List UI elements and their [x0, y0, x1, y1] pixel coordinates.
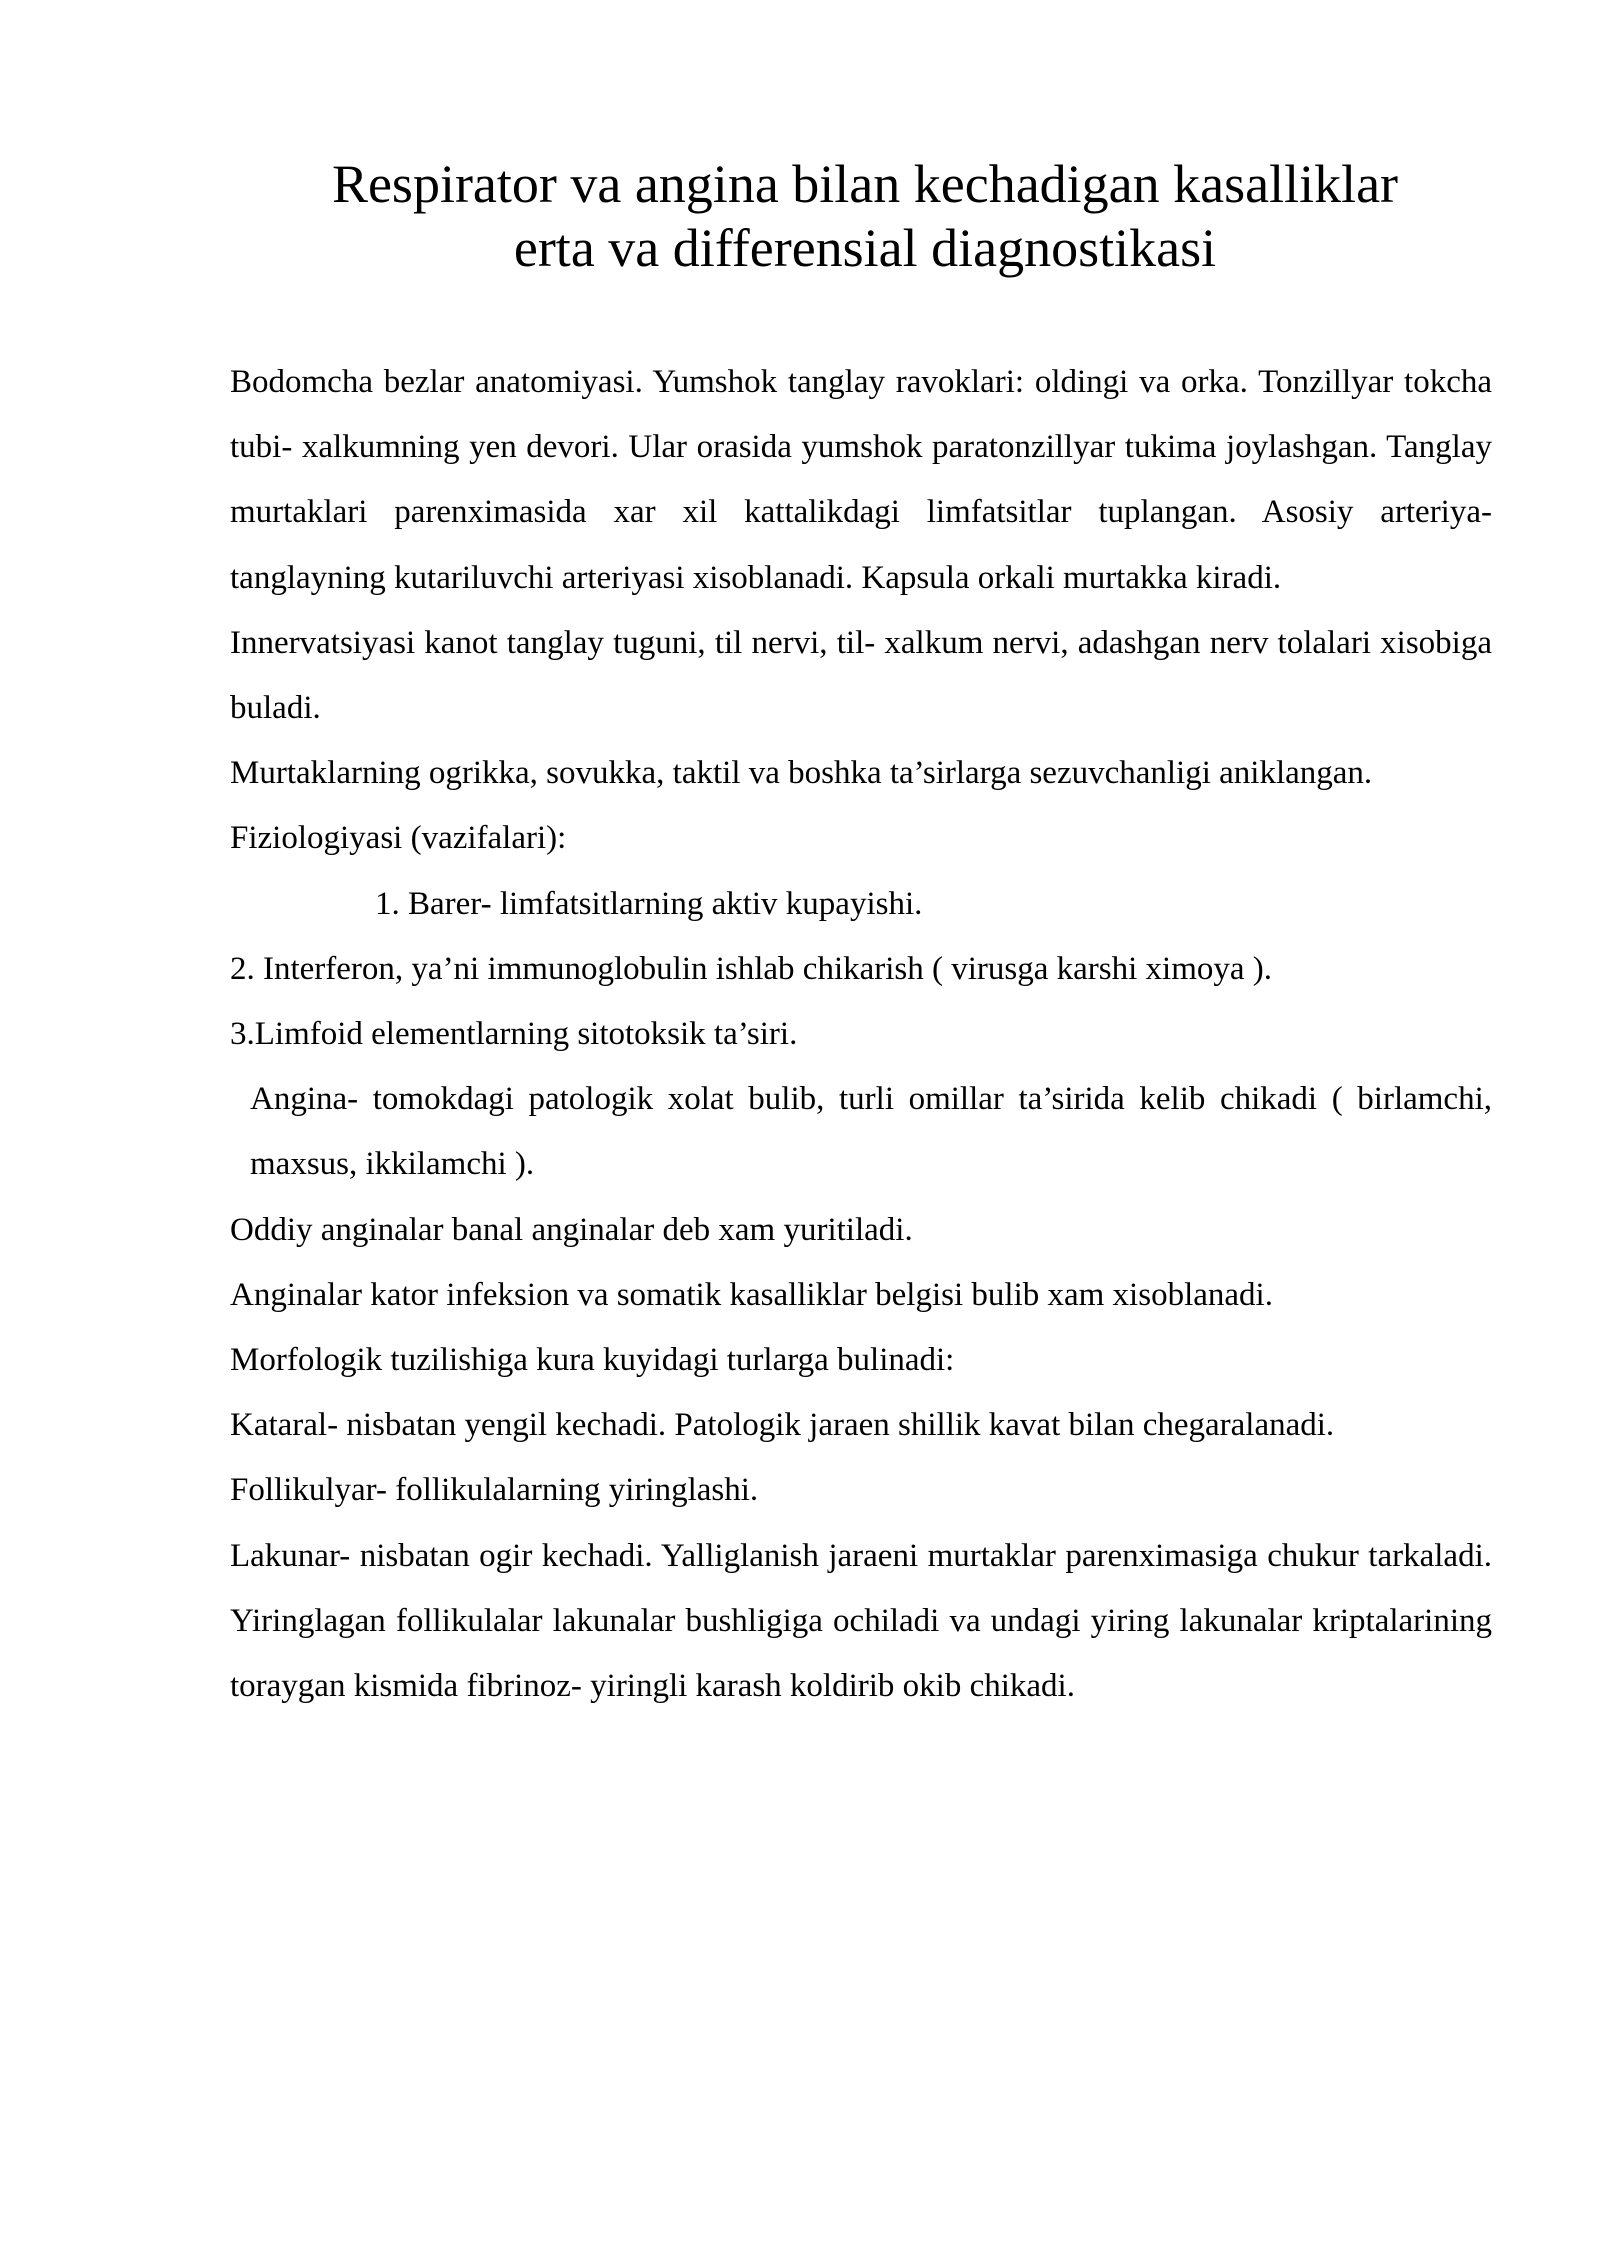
paragraph-sensitivity: Murtaklarning ogrikka, sovukka, taktil va boshka ta’sirlarga sezuvchanligi aniklangan.	[230, 755, 1373, 792]
paragraph-lacunar: Lakunar- nisbatan ogir kechadi. Yalliglanish jaraeni murtaklar parenximasiga chukur tarkaladi. Yiringlagan follikulalar lakunalar bushligiga ochiladi va undagi yiring lakunalar kriptalarining toraygan kismida fibrinoz- yiringli karash koldirib okib chikadi.	[230, 1537, 1492, 1705]
paragraph-innervation: Innervatsiyasi kanot tanglay tuguni, til nervi, til- xalkum nervi, adashgan nerv tolalari xisobiga buladi.	[230, 624, 1492, 727]
paragraph-catarrhal: Kataral- nisbatan yengil kechadi. Patologik jaraen shillik kavat bilan chegaralanadi.	[230, 1407, 1335, 1444]
paragraph-banal: Oddiy anginalar banal anginalar deb xam yuritiladi.	[230, 1211, 913, 1248]
paragraph-follicular: Follikulyar- follikulalarning yiringlashi.	[230, 1472, 759, 1509]
paragraph-symptom: Anginalar kator infeksion va somatik kasalliklar belgisi bulib xam xisoblanadi.	[230, 1276, 1273, 1313]
document-title-line-1: Respirator va angina bilan kechadigan kasalliklar	[331, 154, 1399, 214]
paragraph-angina: Angina- tomokdagi patologik xolat bulib, turli omillar ta’sirida kelib chikadi ( birlamchi, maxsus, ikkilamchi ).	[250, 1081, 1492, 1183]
list-item-1: 1. Barer- limfatsitlarning aktiv kupayishi.	[375, 885, 923, 922]
document-title	[230, 152, 1500, 280]
list-item-3: 3.Limfoid elementlarning sitotoksik ta’siri.	[230, 1016, 798, 1053]
document-body	[230, 350, 1492, 1719]
list-item-2: 2. Interferon, ya’ni immunoglobulin ishlab chikarish ( virusga karshi ximoya ).	[230, 950, 1273, 987]
document-title-line-2: erta va differensial diagnostikasi	[513, 218, 1217, 278]
paragraph-morphology: Morfologik tuzilishiga kura kuyidagi turlarga bulinadi:	[230, 1342, 955, 1379]
paragraph-physiology-heading: Fiziologiyasi (vazifalari):	[230, 820, 567, 857]
paragraph-anatomy: Bodomcha bezlar anatomiyasi. Yumshok tanglay ravoklari: oldingi va orka. Tonzillyar tokcha tubi- xalkumning yen devori. Ular orasida yumshok paratonzillyar tukima joylashgan. Tanglay murtaklari parenximasida xar xil kattalikdagi limfatsitlar tuplangan. Asosiy arteriya- tanglayning kutariluvchi arteriyasi xisoblanadi. Kapsula orkali murtakka kiradi.	[230, 364, 1492, 596]
